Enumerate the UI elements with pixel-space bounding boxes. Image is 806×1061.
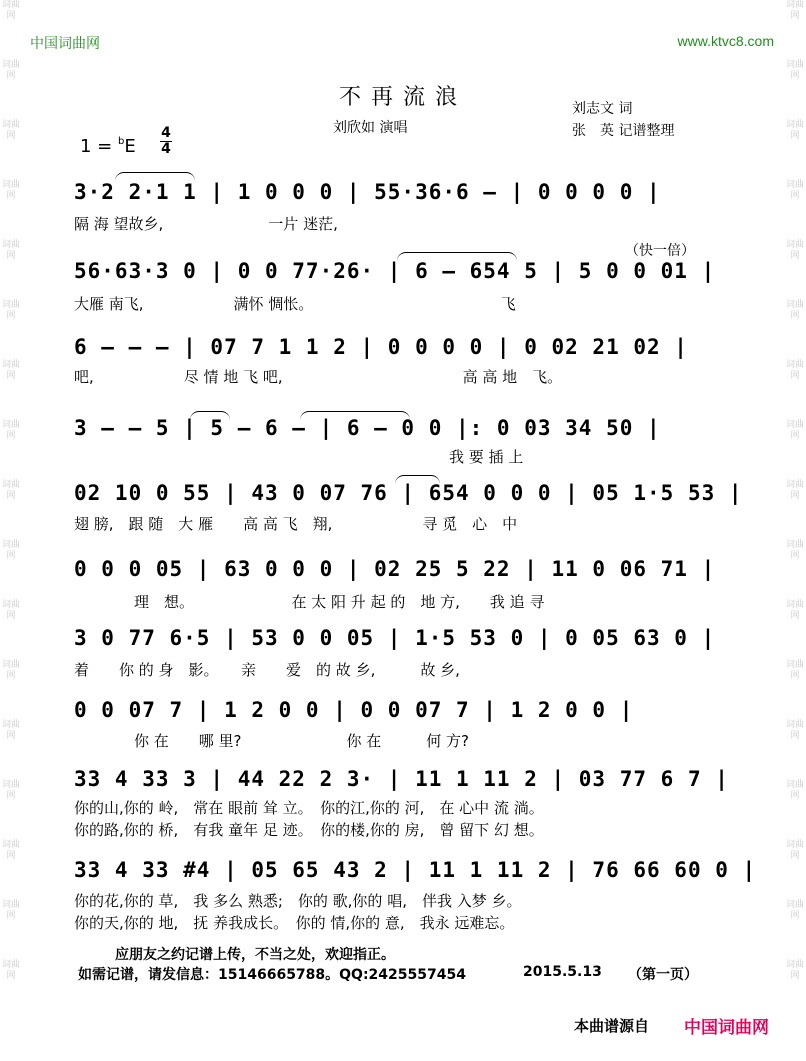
key-signature (80, 136, 136, 157)
time-signature (160, 126, 172, 157)
key-flat: b (117, 136, 125, 147)
key-note: E (124, 136, 136, 157)
notation-row: 3 — — 5 | 5 — 6 — | 6 — 0 0 |: 0 03 34 50 | (74, 416, 661, 440)
lyric-line: 你的天,你的 地, 抚 养我成长。 你的 情,你的 意, 我永 远难忘。 (74, 914, 515, 932)
meter-top: 4 (161, 125, 171, 141)
slur (397, 252, 517, 261)
footer-note: 应朋友之约记谱上传，不当之处，欢迎指正。 (115, 947, 395, 963)
notation-row: 56·63·3 0 | 0 0 77·26· | 6 — 654 5 | 5 0 0 01 | (74, 259, 716, 283)
notation-row: 33 4 33 #4 | 05 65 43 2 | 11 1 11 2 | 76 66 60 0 | (74, 858, 757, 882)
tempo-marking: （快一倍） (625, 243, 695, 259)
notation-row: 0 0 07 7 | 1 2 0 0 | 0 0 07 7 | 1 2 0 0 | (74, 698, 634, 722)
lyric-line: 你的山,你的 岭, 常在 眼前 耸 立。 你的江,你的 河, 在 心中 流 淌。 (74, 799, 544, 817)
lyric-line: 你的路,你的 桥, 有我 童年 足 迹。 你的楼,你的 房, 曾 留下 幻 想。 (74, 821, 544, 839)
lyric-line: 你 在 哪 里? 你 在 何 方? (74, 732, 469, 750)
notation-row: 3·2 2·1 1 | 1 0 0 0 | 55·36·6 — | 0 0 0 0 | (74, 180, 661, 204)
singer-credit: 刘欣如 演唱 (333, 120, 408, 136)
lyric-line: 你的花,你的 草, 我 多么 熟悉; 你的 歌,你的 唱, 伴我 入梦 乡。 (74, 892, 522, 910)
slur (190, 411, 230, 420)
slur (300, 411, 410, 420)
side-watermark-right: 词曲网 词曲网 词曲网 词曲网 词曲网 词曲网 词曲网 词曲网 词曲网 词曲网 词曲网 词曲网 词曲网 词曲网 词曲网 词曲网 词曲网 (786, 0, 805, 981)
transcriber-credit: 张 英 记谱整理 (572, 123, 675, 139)
source-label: 本曲谱源自 (574, 1017, 650, 1035)
source-brand-link[interactable]: 中国词曲网 (684, 1018, 769, 1038)
slur (115, 172, 195, 181)
footer-contact: 如需记谱，请发信息：15146665788。QQ:2425557454 (78, 967, 466, 983)
song-title: 不再流浪 (338, 85, 467, 110)
lyric-line: 翅 膀, 跟 随 大 雁 高 高 飞 翔, 寻 觅 心 中 (74, 515, 518, 533)
lyricist-credit: 刘志文 词 (572, 101, 633, 117)
site-name-left[interactable]: 中国词曲网 (30, 36, 100, 52)
page-number: （第一页） (628, 967, 698, 983)
lyric-line: 理 想。 在 太 阳 升 起 的 地 方, 我 追 寻 (74, 593, 545, 611)
notation-row: 6 — — — | 07 7 1 1 2 | 0 0 0 0 | 0 02 21 02 | (74, 335, 688, 359)
side-watermark-left: 词曲网 词曲网 词曲网 词曲网 词曲网 词曲网 词曲网 词曲网 词曲网 词曲网 词曲网 词曲网 词曲网 词曲网 词曲网 词曲网 词曲网 (2, 0, 21, 981)
lyric-line: 着 你 的 身 影。 亲 爱 的 故 乡, 故 乡, (74, 661, 460, 679)
notation-row: 0 0 0 05 | 63 0 0 0 | 02 25 5 22 | 11 0 06 71 | (74, 557, 716, 581)
notation-row: 33 4 33 3 | 44 22 2 3· | 11 1 11 2 | 03 77 6 7 | (74, 767, 729, 791)
notation-row: 02 10 0 55 | 43 0 07 76 | 654 0 0 0 | 05 1·5 53 | (74, 481, 743, 505)
notation-row: 3 0 77 6·5 | 53 0 0 05 | 1·5 53 0 | 0 05 63 0 | (74, 626, 716, 650)
lyric-line: 隔 海 望故乡, 一片 迷茫, (74, 215, 338, 233)
slur (395, 475, 440, 484)
site-url-right[interactable]: www.ktvc8.com (677, 33, 774, 49)
footer-date: 2015.5.13 (523, 964, 602, 980)
key-prefix: 1 = (80, 136, 118, 157)
meter-bottom: 4 (161, 141, 171, 157)
lyric-line: 我 要 插 上 (74, 448, 524, 466)
lyric-line: 大雁 南飞, 满怀 惆怅。 飞 (74, 295, 516, 313)
lyric-line: 吧, 尽 情 地 飞 吧, 高 高 地 飞。 (74, 368, 563, 386)
